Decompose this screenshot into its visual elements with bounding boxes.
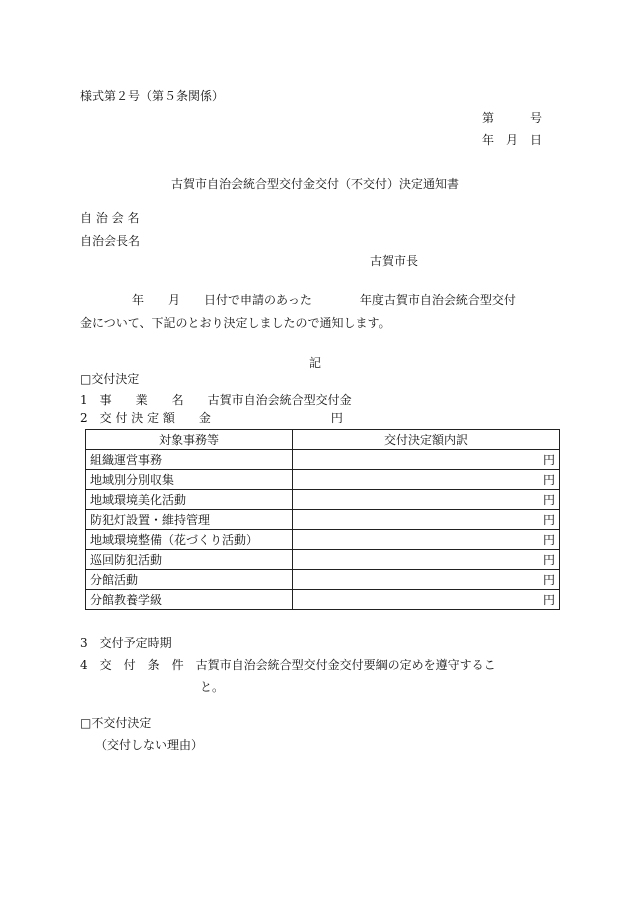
ki-heading: 記 [308,356,321,370]
table-row [86,510,560,530]
amount-cell[interactable]: 円 [293,450,560,470]
table-row [86,550,560,570]
sender-mayor: 古賀市長 [370,254,419,268]
row-name: 分館教養学級 [86,590,293,610]
body-text-line-1: 年 月 日付で申請のあった 年度古賀市自治会統合型交付 [132,293,516,307]
body-text-line-2: 金について、下記のとおり決定しましたので通知します。 [80,316,391,330]
table-row [86,450,560,470]
amount-cell[interactable]: 円 [293,570,560,590]
table-row [86,570,560,590]
document-date: 年 月 日 [482,133,543,147]
row-name: 地域環境整備（花づくり活動） [86,530,293,550]
association-head-label: 自治会長名 [80,234,141,248]
table-row [86,470,560,490]
amount-cell[interactable]: 円 [293,490,560,510]
table-header-row [86,430,560,450]
association-name-label: 自 治 会 名 [80,211,140,225]
row-name: 防犯灯設置・維持管理 [86,510,293,530]
document-number: 第 号 [482,111,543,125]
form-number: 様式第２号（第５条関係） [80,89,225,103]
amount-cell[interactable]: 円 [293,550,560,570]
grant-decision-checkbox[interactable]: □交付決定 [80,372,140,386]
row-name: 巡回防犯活動 [86,550,293,570]
item-project-name: 1 事 業 名 古賀市自治会統合型交付金 [80,393,352,407]
table-row [86,590,560,610]
document-title: 古賀市自治会統合型交付金交付（不交付）決定通知書 [170,177,459,191]
item-grant-conditions-continued: と。 [200,680,225,694]
row-name: 組織運営事務 [86,450,293,470]
table-row [86,490,560,510]
amount-cell[interactable]: 円 [293,590,560,610]
amount-cell[interactable]: 円 [293,470,560,490]
header-target-work: 対象事務等 [86,430,293,450]
row-name: 地域別分別収集 [86,470,293,490]
grant-breakdown-table [85,429,560,610]
amount-cell[interactable]: 円 [293,510,560,530]
row-name: 地域環境美化活動 [86,490,293,510]
header-amount-breakdown: 交付決定額内訳 [293,430,560,450]
row-name: 分館活動 [86,570,293,590]
no-grant-decision-checkbox[interactable]: □不交付決定 [80,716,152,730]
item-grant-amount: 2 交 付 決 定 額 金 円 [80,411,343,425]
item-grant-conditions: 4 交 付 条 件 古賀市自治会統合型交付金交付要綱の定めを遵守するこ [80,658,496,672]
amount-cell[interactable]: 円 [293,530,560,550]
item-scheduled-timing: 3 交付予定時期 [80,636,172,650]
table-row [86,530,560,550]
no-grant-reason-label: （交付しない理由） [95,738,204,752]
